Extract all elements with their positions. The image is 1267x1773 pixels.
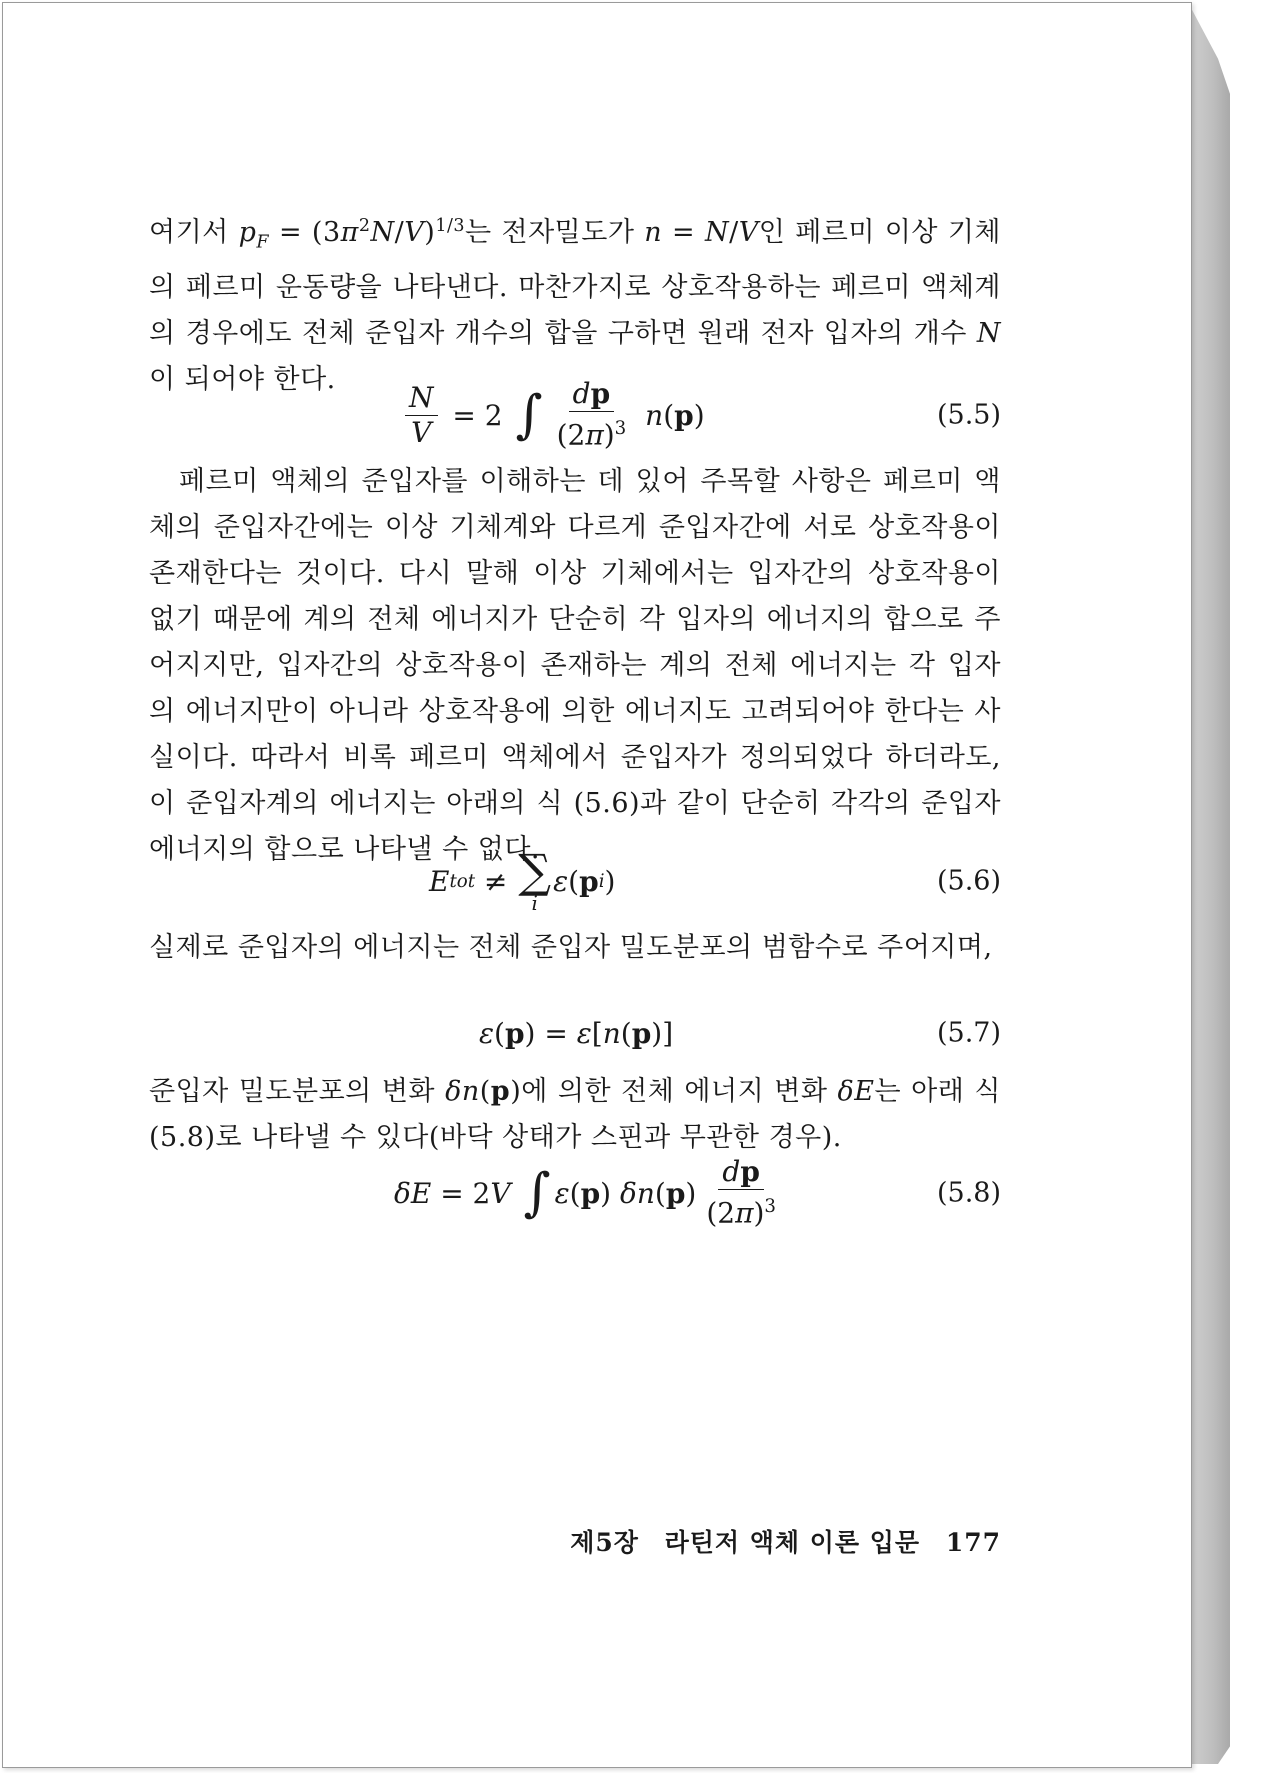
equation-number: (5.6) xyxy=(936,865,1001,897)
page-footer xyxy=(149,1523,1001,1563)
paragraph-2: 페르미 액체의 준입자를 이해하는 데 있어 주목할 사항은 페르미 액체의 준입자간에는 이상 기체계와 다르게 준입자간에 서로 상호작용이 존재한다는 것이다. 다시 말해 이상 기체에서는 입자간의 상호작용이 없기 때문에 계의 전체 에너지가 단순히 각 입자의 에너지의 합으로 주어지지만, 입자간의 상호작용이 존재하는 계의 전체 에너지는 각 입자의 에너지만이 아니라 상호작용에 의한 에너지도 고려되어야 한다는 사실이다. 따라서 비록 페르미 액체에서 준입자가 정의되었다 하더라도, 이 준입자계의 에너지는 아래의 식 (5.6)과 같이 단순히 각각의 준입자 에너지의 합으로 나타낼 수 없다. xyxy=(149,466,1001,865)
paragraph-4: 준입자 밀도분포의 변화 δn(p)에 의한 전체 에너지 변화 δE는 아래 식 (5.8)로 나타낼 수 있다(바닥 상태가 스핀과 무관한 경우). xyxy=(149,1076,1001,1153)
page-stack-edge xyxy=(1190,6,1230,1764)
paragraph-3: 실제로 준입자의 에너지는 전체 준입자 밀도분포의 범함수로 주어지며, xyxy=(149,932,993,963)
equation-5-6: E tot ≠ ∑ i ε ( p i ) (5.6) xyxy=(429,844,1001,915)
equation-5-7: ε ( p ) = ε [ n ( p )] (5.7) xyxy=(479,1016,1001,1050)
equation-5-8: δE = 2V ∫ ε ( p ) δn ( p ) $\frac{dp}{(2\pi)^3}$ (5.8) xyxy=(394,1155,1001,1230)
equation-number: (5.5) xyxy=(936,399,1001,431)
paragraph-1: 여기서 $p_F = (3\pi^2N/V)^{1/3}$는 전자밀도가 n = N/V인 페르미 이상 기체의 페르미 운동량을 나타낸다. 마찬가지로 상호작용하는 페르미 액체계의 경우에도 전체 준입자 개수의 합을 구하면 원래 전자 입자의 개수 N이 되어야 한다. xyxy=(149,216,1001,396)
equation-number: (5.7) xyxy=(936,1017,1001,1049)
equation-5-5: $\frac{N}{V}$ = 2 ∫ $\frac{dp}{(2\pi)^3}$ n(p) (5.5) xyxy=(149,375,1001,455)
chapter-label: 제5장 xyxy=(570,1528,639,1557)
page-number: 177 xyxy=(945,1528,1001,1557)
book-page xyxy=(2,2,1192,1768)
chapter-title: 라틴저 액체 이론 입문 xyxy=(664,1528,921,1557)
equation-number: (5.8) xyxy=(936,1177,1001,1209)
